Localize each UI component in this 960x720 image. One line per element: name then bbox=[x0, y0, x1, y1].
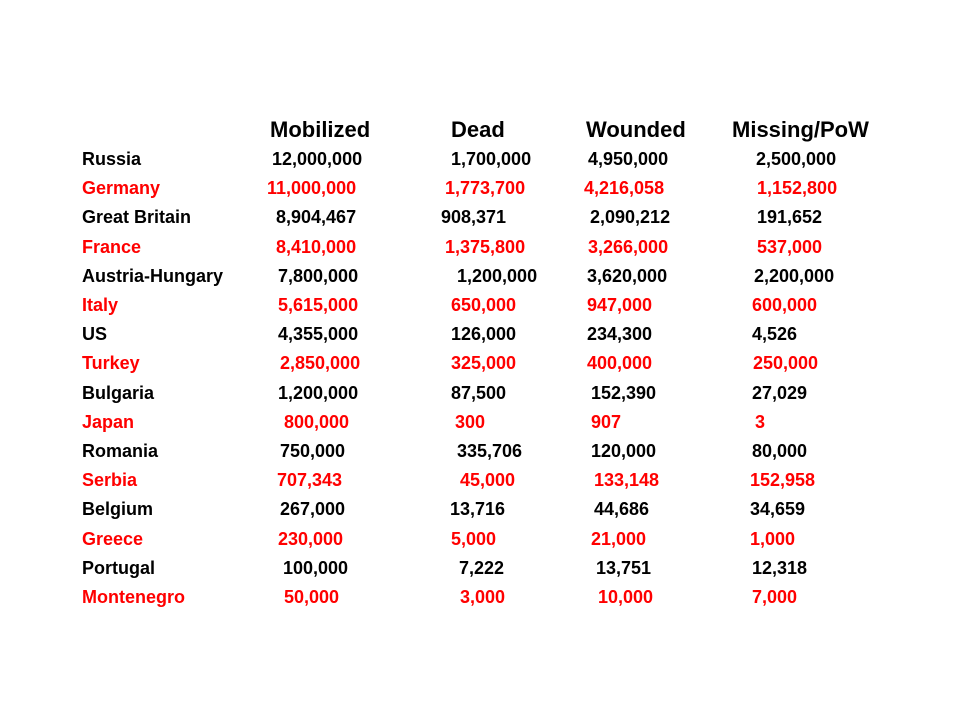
mobilized-cell: 1,200,000 bbox=[278, 382, 359, 403]
missing-pow-cell: 2,500,000 bbox=[756, 149, 837, 169]
missing-pow-cell: 1,152,800 bbox=[757, 178, 838, 199]
country-cell: US bbox=[82, 324, 108, 345]
missing-pow-cell: 12,318 bbox=[752, 557, 808, 578]
mobilized-cell: 707,343 bbox=[277, 470, 343, 491]
country-cell: Austria-Hungary bbox=[82, 265, 224, 286]
country-cell: Germany bbox=[82, 178, 161, 199]
wounded-cell: 3,620,000 bbox=[587, 265, 668, 286]
table-row bbox=[0, 495, 960, 524]
table-row bbox=[0, 233, 960, 262]
table-row bbox=[0, 291, 960, 320]
dead-cell: 908,371 bbox=[441, 207, 507, 228]
wounded-cell: 21,000 bbox=[591, 528, 647, 549]
mobilized-cell: 12,000,000 bbox=[272, 149, 363, 169]
missing-pow-cell: 27,029 bbox=[752, 382, 808, 403]
missing-pow-cell: 250,000 bbox=[753, 353, 819, 374]
country-cell: Belgium bbox=[82, 499, 154, 520]
wounded-cell: 152,390 bbox=[591, 382, 657, 403]
wounded-cell: 3,266,000 bbox=[588, 236, 669, 257]
dead-cell: 45,000 bbox=[460, 470, 516, 491]
dead-cell: 300 bbox=[455, 411, 486, 432]
wounded-cell: 907 bbox=[591, 411, 622, 432]
missing-pow-cell: 152,958 bbox=[750, 470, 816, 491]
table-row bbox=[0, 437, 960, 466]
header-wounded: Wounded bbox=[586, 117, 686, 142]
dead-cell: 7,222 bbox=[459, 557, 505, 578]
missing-pow-cell: 191,652 bbox=[757, 207, 823, 228]
country-cell: Japan bbox=[82, 411, 135, 432]
dead-cell: 1,700,000 bbox=[451, 149, 532, 169]
wounded-cell: 133,148 bbox=[594, 470, 660, 491]
country-cell: Montenegro bbox=[82, 587, 185, 607]
mobilized-cell: 7,800,000 bbox=[278, 265, 359, 286]
wounded-cell: 13,751 bbox=[596, 557, 652, 578]
dead-cell: 126,000 bbox=[451, 324, 517, 345]
missing-pow-cell: 7,000 bbox=[752, 587, 798, 607]
dead-cell: 325,000 bbox=[451, 353, 517, 374]
wounded-cell: 2,090,212 bbox=[590, 207, 671, 228]
wounded-cell: 4,950,000 bbox=[588, 149, 669, 169]
mobilized-cell: 800,000 bbox=[284, 411, 350, 432]
table-row bbox=[0, 408, 960, 437]
mobilized-cell: 100,000 bbox=[283, 557, 349, 578]
dead-cell: 87,500 bbox=[451, 382, 507, 403]
country-cell: Portugal bbox=[82, 557, 156, 578]
missing-pow-cell: 600,000 bbox=[752, 295, 818, 315]
mobilized-cell: 50,000 bbox=[284, 587, 340, 607]
mobilized-cell: 230,000 bbox=[278, 528, 344, 549]
missing-pow-cell: 1,000 bbox=[750, 528, 796, 549]
dead-cell: 650,000 bbox=[451, 295, 517, 315]
table-row bbox=[0, 203, 960, 232]
missing-pow-cell: 537,000 bbox=[757, 236, 823, 257]
country-cell: Russia bbox=[82, 149, 142, 169]
country-cell: Romania bbox=[82, 441, 159, 461]
mobilized-cell: 8,904,467 bbox=[276, 207, 357, 228]
table-row bbox=[0, 525, 960, 554]
missing-pow-cell: 2,200,000 bbox=[754, 265, 835, 286]
table-row bbox=[0, 262, 960, 291]
missing-pow-cell: 80,000 bbox=[752, 441, 808, 461]
mobilized-cell: 750,000 bbox=[280, 441, 346, 461]
country-cell: Serbia bbox=[82, 470, 138, 491]
dead-cell: 3,000 bbox=[460, 587, 506, 607]
missing-pow-cell: 4,526 bbox=[752, 324, 798, 345]
mobilized-cell: 11,000,000 bbox=[267, 178, 357, 199]
country-cell: Great Britain bbox=[82, 207, 192, 228]
table-row bbox=[0, 174, 960, 203]
wounded-cell: 234,300 bbox=[587, 324, 653, 345]
dead-cell: 13,716 bbox=[450, 499, 506, 520]
country-cell: Bulgaria bbox=[82, 382, 155, 403]
dead-cell: 5,000 bbox=[451, 528, 497, 549]
country-cell: Italy bbox=[82, 295, 119, 315]
dead-cell: 1,200,000 bbox=[457, 265, 538, 286]
table-row bbox=[0, 145, 960, 174]
dead-cell: 1,375,800 bbox=[445, 236, 526, 257]
dead-cell: 335,706 bbox=[457, 441, 523, 461]
table-row bbox=[0, 379, 960, 408]
table-row bbox=[0, 349, 960, 378]
header-missing-pow: Missing/PoW bbox=[732, 117, 869, 142]
wounded-cell: 10,000 bbox=[598, 587, 654, 607]
header-dead: Dead bbox=[451, 117, 505, 142]
table-row bbox=[0, 320, 960, 349]
mobilized-cell: 8,410,000 bbox=[276, 236, 357, 257]
wounded-cell: 44,686 bbox=[594, 499, 650, 520]
wounded-cell: 400,000 bbox=[587, 353, 653, 374]
missing-pow-cell: 3 bbox=[755, 411, 766, 432]
mobilized-cell: 2,850,000 bbox=[280, 353, 361, 374]
missing-pow-cell: 34,659 bbox=[750, 499, 806, 520]
mobilized-cell: 5,615,000 bbox=[278, 295, 359, 315]
country-cell: Greece bbox=[82, 528, 144, 549]
country-cell: Turkey bbox=[82, 353, 140, 374]
mobilized-cell: 267,000 bbox=[280, 499, 346, 520]
mobilized-cell: 4,355,000 bbox=[278, 324, 359, 345]
wounded-cell: 120,000 bbox=[591, 441, 657, 461]
wounded-cell: 4,216,058 bbox=[584, 178, 665, 199]
table-row bbox=[0, 554, 960, 583]
header-mobilized: Mobilized bbox=[270, 117, 371, 142]
table-row bbox=[0, 583, 960, 612]
dead-cell: 1,773,700 bbox=[445, 178, 526, 199]
table-row bbox=[0, 466, 960, 495]
country-cell: France bbox=[82, 236, 142, 257]
wounded-cell: 947,000 bbox=[587, 295, 653, 315]
